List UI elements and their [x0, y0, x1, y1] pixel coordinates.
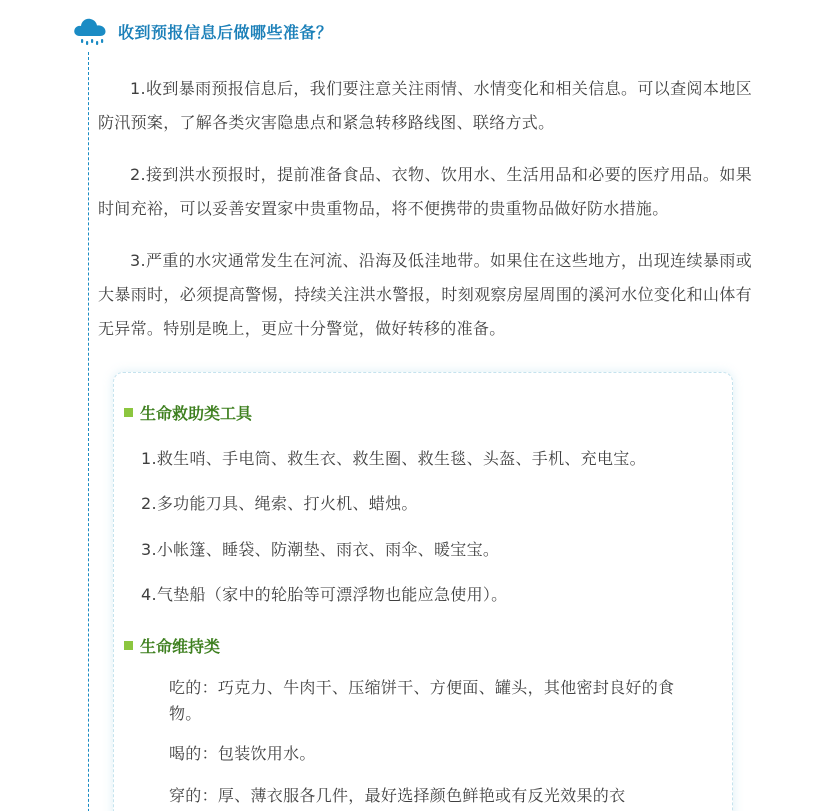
rescue-tool-item: 2.多功能刀具、绳索、打火机、蜡烛。 [141, 494, 418, 513]
life-support-item [141, 675, 701, 727]
life-support-text: 穿的：厚、薄衣服各几件，最好选择颜色鲜艳或有反光效果的衣 [169, 786, 626, 805]
life-support-heading [124, 634, 220, 657]
paragraph-2: 2.接到洪水预报时，提前准备食品、衣物、饮用水、生活用品和必要的医疗用品。如果时间充裕，可以妥善安置家中贵重物品，将不便携带的贵重物品做好防水措施。 [98, 165, 752, 218]
timeline-dashed-line [88, 52, 89, 811]
life-support-text: 吃的：巧克力、牛肉干、压缩饼干、方便面、罐头，其他密封良好的食物。 [169, 678, 675, 723]
life-support-title: 生命维持类 [140, 637, 221, 656]
rain-cloud-icon [72, 16, 108, 50]
paragraph-1: 1.收到暴雨预报信息后，我们要注意关注雨情、水情变化和相关信息。可以查阅本地区防汛预案，了解各类灾害隐患点和紧急转移路线图、联络方式。 [98, 79, 752, 132]
life-support-item [141, 783, 701, 809]
rescue-tools-heading [124, 401, 252, 424]
rescue-tool-item: 1.救生哨、手电筒、救生衣、救生圈、救生毯、头盔、手机、充电宝。 [141, 449, 646, 468]
rescue-tool-item: 4.气垫船（家中的轮胎等可漂浮物也能应急使用）。 [141, 585, 508, 604]
life-support-text: 喝的：包装饮用水。 [169, 744, 316, 763]
rescue-tools-title: 生命救助类工具 [140, 404, 253, 423]
rescue-tool-item: 3.小帐篷、睡袋、防潮垫、雨衣、雨伞、暖宝宝。 [141, 540, 500, 559]
life-support-item [141, 741, 701, 767]
green-square-bullet-icon [124, 408, 133, 417]
paragraph-3: 3.严重的水灾通常发生在河流、沿海及低洼地带。如果住在这些地方，出现连续暴雨或大暴雨时，必须提高警惕，持续关注洪水警报，时刻观察房屋周围的溪河水位变化和山体有无异常。特别是晚上，更应十分警觉，做好转移的准备。 [98, 251, 752, 338]
green-square-bullet-icon [124, 641, 133, 650]
page-title: 收到预报信息后做哪些准备？ [118, 23, 333, 42]
intro-paragraphs [98, 72, 752, 364]
section-header [72, 16, 333, 50]
